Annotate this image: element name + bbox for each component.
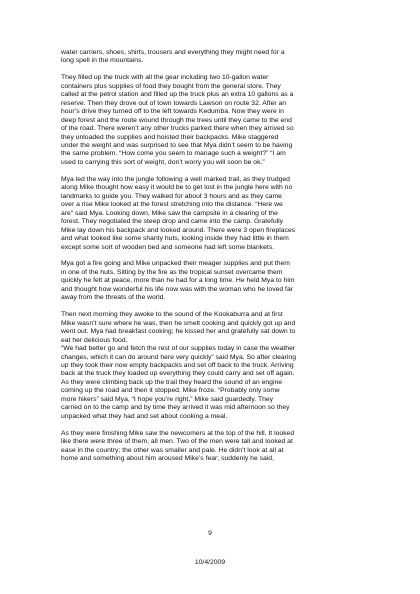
paragraph-5: Then next morning they awoke to the sound of the Kookaburra and at first Mike wasn’t sure where he was, then he smelt cooking and quickly got up and went out. Mya had breakfast cooking; he kissed her and gratefully sat down to eat her delicious food. “We had better go and fetch the rest of our supplies today in case the weather changes, which it can do around here very quickly” said Mya. So after clearing up they took their now empty backpacks and set off back to the truck. Arriving back at the truck they loaded up everything they could carry and set off again. As they were climbing back up the trail they heard the sound of an engine coming up the road and then it stopped. Mike froze. “Probably only some more hikers” said Mya, “I hope you’re right,” Mike said guardedly. They carried on to the camp and by time they arrived it was mid afternoon so they unpacked what they had and set about cooking a meal. xyxy=(61,311,296,420)
paragraph-2: They filled up the truck with all the gear including two 10-gallon water containers plus supplies of food they bought from the general store. They called at the petrol station and filled up the truck plus an extra 10 gallons as a reserve. Then they drove out of town towards Lawson on route 32. After an hour’s drive they turned off to the left towards Kedumba. Now they were in deep forest and the route wound through the trees until they came to the end of the road. There weren’t any other trucks parked there when they arrived so they unloaded the supplies and hoisted their backpacks. Mike staggered under the weight and was surprised to see that Mya didn’t seem to be having the same problem. “How come you seem to manage such a weight?” “I am used to carrying this sort of weight, don’t worry you will soon be ok.” xyxy=(61,74,294,166)
paragraph-4: Mya got a fire going and Mike unpacked their meager supplies and put them in one of the huts. Sitting by the fire as the tropical sunset overcame them quickly he felt at peace, more than he had for a long time. He held Mya to him and thought how wonderful his life now was with the woman who he loved far away from the threats of the world. xyxy=(61,260,295,302)
paragraph-1: water carriers, shoes, shirts, trousers and everything they might need for a long spell in the mountains. xyxy=(61,49,285,65)
paragraph-3: Mya led the way into the jungle following a well marked trail, as they trudged along Mike thought how easy it would be to get lost in the jungle here with no landmarks to guide you. They walked for about 3 hours and as they came over a rise Mike looked at the forest stretching into the distance. “Here we are” said Mya. Looking down, Mike saw the campsite in a clearing of the forest. They negotiated the steep drop and came into the camp. Gratefully Mike lay down his backpack and looked around. There were 3 open fireplaces and what looked like some shanty huts, looking inside they had little in them except some sort of wooden bed and someone had left some blankets. xyxy=(61,175,296,251)
paragraph-6: As they were finishing Mike saw the newcomers at the top of the hill. It looked like there were three of them, all men. Two of the men were tall and looked at ease in the country; the other was smaller and pale. He didn’t look at all at home and something about him aroused Mike’s fear; suddenly he said, xyxy=(61,429,295,462)
footer-date: 10/4/2009 xyxy=(194,559,226,566)
page-number: 9 xyxy=(208,530,212,537)
body-text xyxy=(61,49,363,463)
